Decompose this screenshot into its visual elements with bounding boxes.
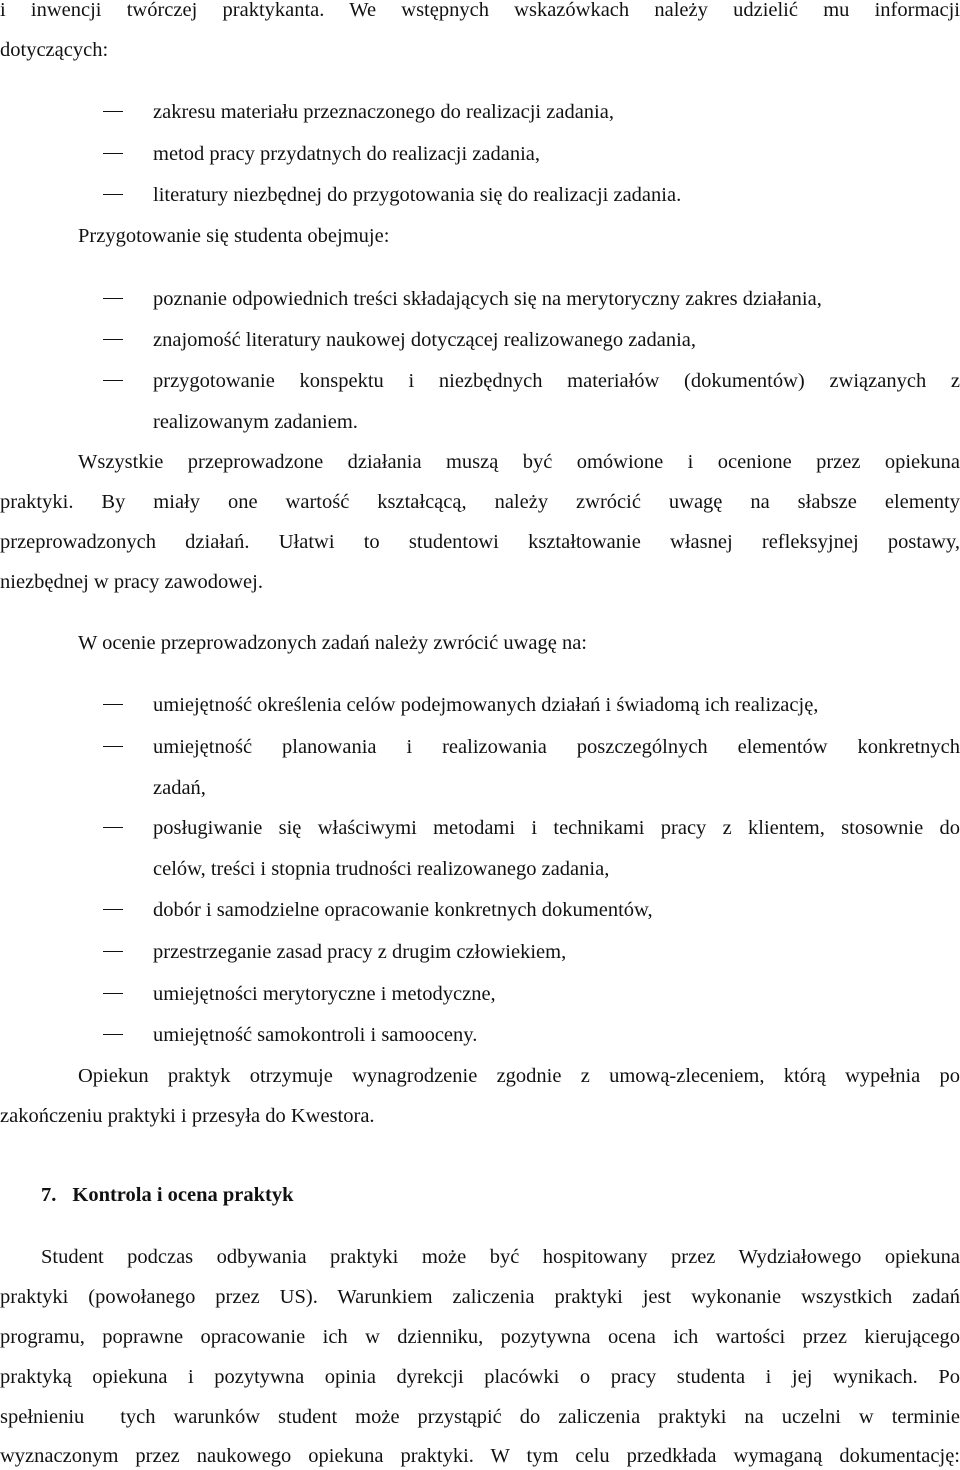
section-number: 7. <box>41 1184 57 1206</box>
paragraph-line: praktyki (powołanego przez US). Warunkiem zaliczenia praktyki jest wykonanie wszystkich zadań <box>0 1286 960 1308</box>
list-item-text: umiejętności merytoryczne i metodyczne, <box>153 983 496 1005</box>
section-title: Kontrola i ocena praktyk <box>72 1184 294 1206</box>
paragraph-line: wyznaczonym przez naukowego opiekuna praktyki. W tym celu przedkłada wymaganą dokumentację: <box>0 1445 960 1467</box>
list-item-text: umiejętność samokontroli i samooceny. <box>153 1024 478 1046</box>
list-item-text-cont: zadań, <box>153 777 206 799</box>
prep-intro: Przygotowanie się studenta obejmuje: <box>78 225 390 247</box>
list-item-text: metod pracy przydatnych do realizacji zadania, <box>153 143 541 165</box>
paragraph-line: niezbędnej w pracy zawodowej. <box>0 571 263 593</box>
list-item-text: umiejętność określenia celów podejmowanych działań i świadomą ich realizację, <box>153 694 819 716</box>
paragraph-line: zakończeniu praktyki i przesyła do Kwestora. <box>0 1105 375 1127</box>
paragraph-line: Wszystkie przeprowadzone działania muszą być omówione i ocenione przez opiekuna <box>78 451 960 473</box>
paragraph-line: praktyką opiekuna i pozytywna opinia dyrekcji placówki o pracy studenta i jej wynikach. Po <box>0 1366 960 1388</box>
list-item-text: dobór i samodzielne opracowanie konkretnych dokumentów, <box>153 899 653 921</box>
intro-line-2: dotyczących: <box>0 39 109 61</box>
list-item-text: posługiwanie się właściwymi metodami i technikami pracy z klientem, stosownie do <box>153 817 960 839</box>
list-item-text: poznanie odpowiednich treści składających się na merytoryczny zakres działania, <box>153 288 822 310</box>
paragraph-line: praktyki. By miały one wartość kształcącą, należy zwrócić uwagę na słabsze elementy <box>0 491 960 513</box>
paragraph-line: przeprowadzonych działań. Ułatwi to studentowi kształtowanie własnej refleksyjnej postawy, <box>0 531 960 553</box>
paragraph-line: programu, poprawne opracowanie ich w dzienniku, pozytywna ocena ich wartości przez kierującego <box>0 1326 960 1348</box>
list-item-text: literatury niezbędnej do przygotowania się do realizacji zadania. <box>153 184 682 206</box>
list-item-text: umiejętność planowania i realizowania poszczególnych elementów konkretnych <box>153 736 960 758</box>
list-item-text: zakresu materiału przeznaczonego do realizacji zadania, <box>153 101 614 123</box>
intro-line-1: i inwencji twórczej praktykanta. We wstępnych wskazówkach należy udzielić mu informacji <box>0 0 960 21</box>
list-item-text: znajomość literatury naukowej dotyczącej realizowanego zadania, <box>153 329 696 351</box>
paragraph-line: Opiekun praktyk otrzymuje wynagrodzenie zgodnie z umową-zleceniem, którą wypełnia po <box>78 1065 960 1087</box>
list-item-text: przygotowanie konspektu i niezbędnych materiałów (dokumentów) związanych z <box>153 370 960 392</box>
list-item-text: przestrzeganie zasad pracy z drugim człowiekiem, <box>153 941 567 963</box>
list-item-text-cont: realizowanym zadaniem. <box>153 411 358 433</box>
paragraph-line: Student podczas odbywania praktyki może być hospitowany przez Wydziałowego opiekuna <box>41 1246 960 1268</box>
list-item-text-cont: celów, treści i stopnia trudności realizowanego zadania, <box>153 858 610 880</box>
paragraph-line: spełnieniu tych warunków student może przystąpić do zaliczenia praktyki na uczelni w terminie <box>0 1406 960 1428</box>
section-heading <box>41 1183 960 1207</box>
assessment-intro: W ocenie przeprowadzonych zadań należy zwrócić uwagę na: <box>78 632 588 654</box>
